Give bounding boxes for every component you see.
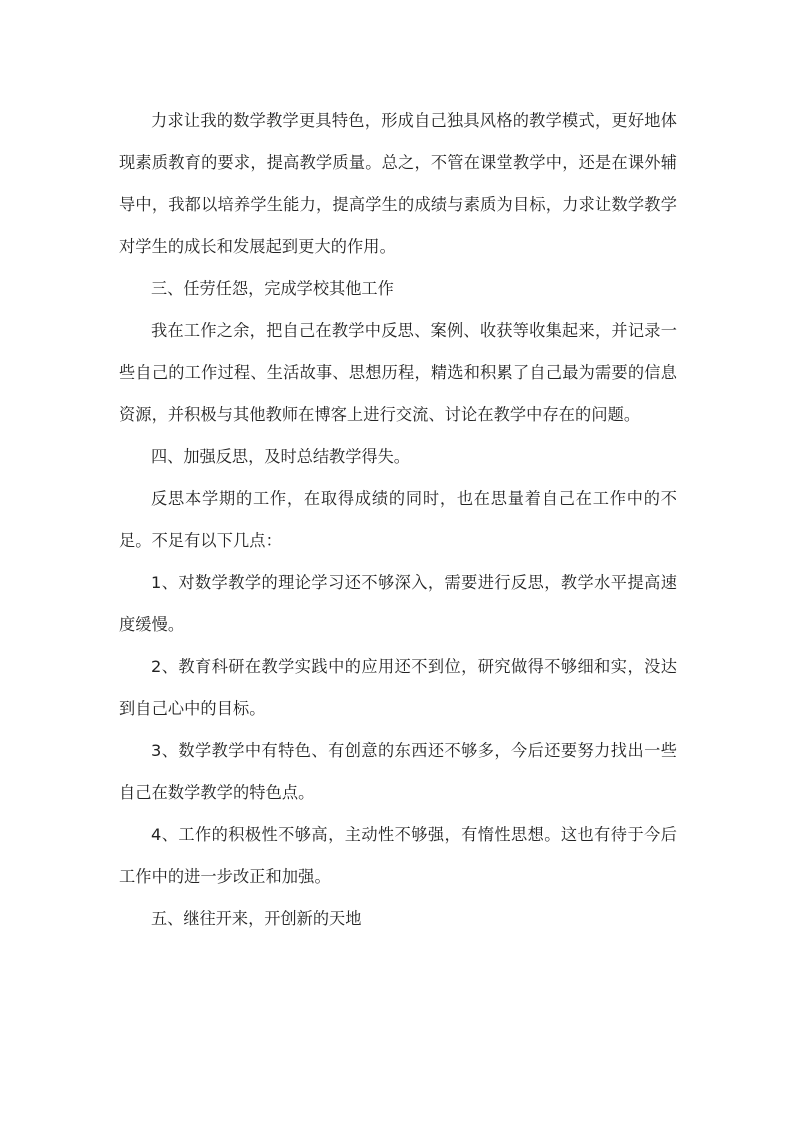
section-heading-3: 三、任劳任怨，完成学校其他工作 — [151, 279, 394, 298]
section-heading-5: 五、继往开来，开创新的天地 — [151, 909, 362, 928]
document-body — [119, 100, 677, 940]
list-item-shortcoming-4: 4、工作的积极性不够高，主动性不够强，有惰性思想。这也有待于今后工作中的进一步改正和加强。 — [119, 825, 677, 886]
list-item-shortcoming-2: 2、教育科研在教学实践中的应用还不到位，研究做得不够细和实，没达到自己心中的目标。 — [119, 657, 677, 718]
paragraph-reflection-intro: 反思本学期的工作，在取得成绩的同时，也在思量着自己在工作中的不足。不足有以下几点： — [119, 489, 677, 550]
paragraph-collect-reflections: 我在工作之余，把自己在教学中反思、案例、收获等收集起来，并记录一些自己的工作过程、生活故事、思想历程，精选和积累了自己最为需要的信息资源，并积极与其他教师在博客上进行交流、讨论在教学中存在的问题。 — [119, 321, 677, 424]
section-heading-4: 四、加强反思，及时总结教学得失。 — [151, 447, 410, 466]
paragraph-teaching-characteristics: 力求让我的数学教学更具特色，形成自己独具风格的教学模式，更好地体现素质教育的要求，提高教学质量。总之，不管在课堂教学中，还是在课外辅导中，我都以培养学生能力，提高学生的成绩与素质为目标，力求让数学教学对学生的成长和发展起到更大的作用。 — [119, 111, 677, 256]
list-item-shortcoming-3: 3、数学教学中有特色、有创意的东西还不够多，今后还要努力找出一些自己在数学教学的特色点。 — [119, 741, 677, 802]
list-item-shortcoming-1: 1、对数学教学的理论学习还不够深入，需要进行反思，教学水平提高速度缓慢。 — [119, 573, 677, 634]
